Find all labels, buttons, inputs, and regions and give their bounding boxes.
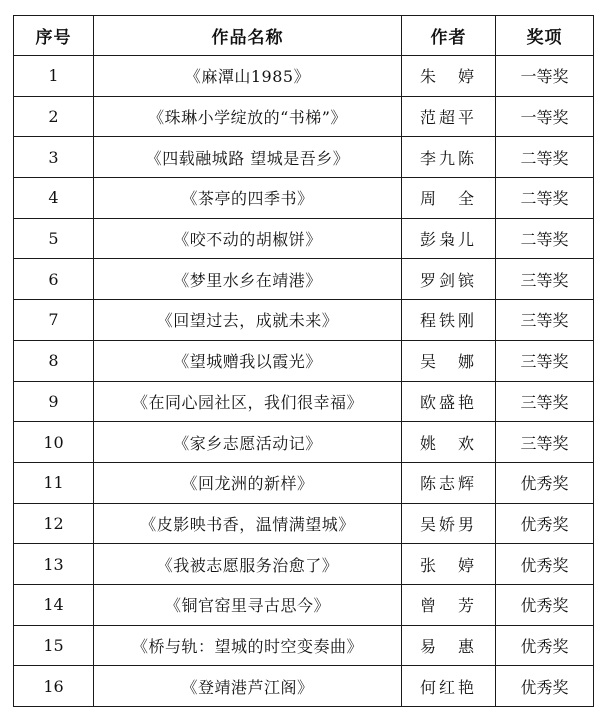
cell-serial-number: 9: [14, 381, 94, 422]
cell-serial-number: 15: [14, 625, 94, 666]
cell-award: 三等奖: [496, 422, 594, 463]
table-row: [14, 544, 594, 585]
cell-work-title: 《皮影映书香，温情满望城》: [94, 503, 402, 544]
cell-award: 优秀奖: [496, 625, 594, 666]
table-row: [14, 259, 594, 300]
cell-author: 朱 婷: [402, 56, 496, 97]
cell-author: 吴娇男: [402, 503, 496, 544]
cell-serial-number: 16: [14, 666, 94, 707]
cell-author: 易 惠: [402, 625, 496, 666]
cell-award: 二等奖: [496, 178, 594, 219]
header-award: 奖项: [496, 16, 594, 56]
cell-serial-number: 8: [14, 340, 94, 381]
cell-author: 吴 娜: [402, 340, 496, 381]
table-row: [14, 96, 594, 137]
header-work-title: 作品名称: [94, 16, 402, 56]
header-serial-number: 序号: [14, 16, 94, 56]
cell-serial-number: 12: [14, 503, 94, 544]
cell-award: 二等奖: [496, 137, 594, 178]
cell-work-title: 《咬不动的胡椒饼》: [94, 218, 402, 259]
cell-serial-number: 5: [14, 218, 94, 259]
cell-serial-number: 13: [14, 544, 94, 585]
cell-work-title: 《在同心园社区，我们很幸福》: [94, 381, 402, 422]
table-body: [14, 56, 594, 707]
cell-author: 程铁刚: [402, 300, 496, 341]
cell-author: 张 婷: [402, 544, 496, 585]
table-row: [14, 666, 594, 707]
cell-award: 二等奖: [496, 218, 594, 259]
cell-author: 范超平: [402, 96, 496, 137]
cell-serial-number: 3: [14, 137, 94, 178]
cell-work-title: 《梦里水乡在靖港》: [94, 259, 402, 300]
cell-serial-number: 6: [14, 259, 94, 300]
cell-serial-number: 4: [14, 178, 94, 219]
header-author: 作者: [402, 16, 496, 56]
awards-table: [13, 15, 594, 707]
cell-work-title: 《登靖港芦江阁》: [94, 666, 402, 707]
cell-author: 曾 芳: [402, 584, 496, 625]
cell-award: 三等奖: [496, 300, 594, 341]
cell-award: 优秀奖: [496, 462, 594, 503]
cell-award: 三等奖: [496, 340, 594, 381]
cell-award: 优秀奖: [496, 503, 594, 544]
cell-author: 周 全: [402, 178, 496, 219]
cell-work-title: 《我被志愿服务治愈了》: [94, 544, 402, 585]
cell-author: 彭枭儿: [402, 218, 496, 259]
cell-serial-number: 2: [14, 96, 94, 137]
cell-author: 何红艳: [402, 666, 496, 707]
table-row: [14, 422, 594, 463]
cell-award: 优秀奖: [496, 666, 594, 707]
cell-author: 罗剑镔: [402, 259, 496, 300]
cell-award: 一等奖: [496, 56, 594, 97]
cell-serial-number: 11: [14, 462, 94, 503]
cell-author: 陈志辉: [402, 462, 496, 503]
cell-award: 一等奖: [496, 96, 594, 137]
cell-work-title: 《四载融城路 望城是吾乡》: [94, 137, 402, 178]
cell-author: 姚 欢: [402, 422, 496, 463]
table-row: [14, 137, 594, 178]
table-header: [14, 16, 594, 56]
cell-work-title: 《回望过去，成就未来》: [94, 300, 402, 341]
table-row: [14, 625, 594, 666]
header-row: [14, 16, 594, 56]
cell-award: 三等奖: [496, 259, 594, 300]
table-row: [14, 584, 594, 625]
cell-serial-number: 7: [14, 300, 94, 341]
table-row: [14, 381, 594, 422]
cell-serial-number: 14: [14, 584, 94, 625]
table-row: [14, 340, 594, 381]
cell-work-title: 《桥与轨：望城的时空变奏曲》: [94, 625, 402, 666]
cell-work-title: 《望城赠我以霞光》: [94, 340, 402, 381]
table-row: [14, 178, 594, 219]
table-row: [14, 300, 594, 341]
table-row: [14, 503, 594, 544]
table-row: [14, 56, 594, 97]
cell-serial-number: 10: [14, 422, 94, 463]
table-row: [14, 218, 594, 259]
cell-work-title: 《铜官窑里寻古思今》: [94, 584, 402, 625]
cell-work-title: 《回龙洲的新样》: [94, 462, 402, 503]
cell-work-title: 《茶亭的四季书》: [94, 178, 402, 219]
cell-author: 欧盛艳: [402, 381, 496, 422]
cell-award: 三等奖: [496, 381, 594, 422]
cell-work-title: 《珠琳小学绽放的“书梯”》: [94, 96, 402, 137]
cell-award: 优秀奖: [496, 584, 594, 625]
cell-work-title: 《家乡志愿活动记》: [94, 422, 402, 463]
cell-award: 优秀奖: [496, 544, 594, 585]
cell-serial-number: 1: [14, 56, 94, 97]
cell-author: 李九陈: [402, 137, 496, 178]
cell-work-title: 《麻潭山1985》: [94, 56, 402, 97]
table-row: [14, 462, 594, 503]
